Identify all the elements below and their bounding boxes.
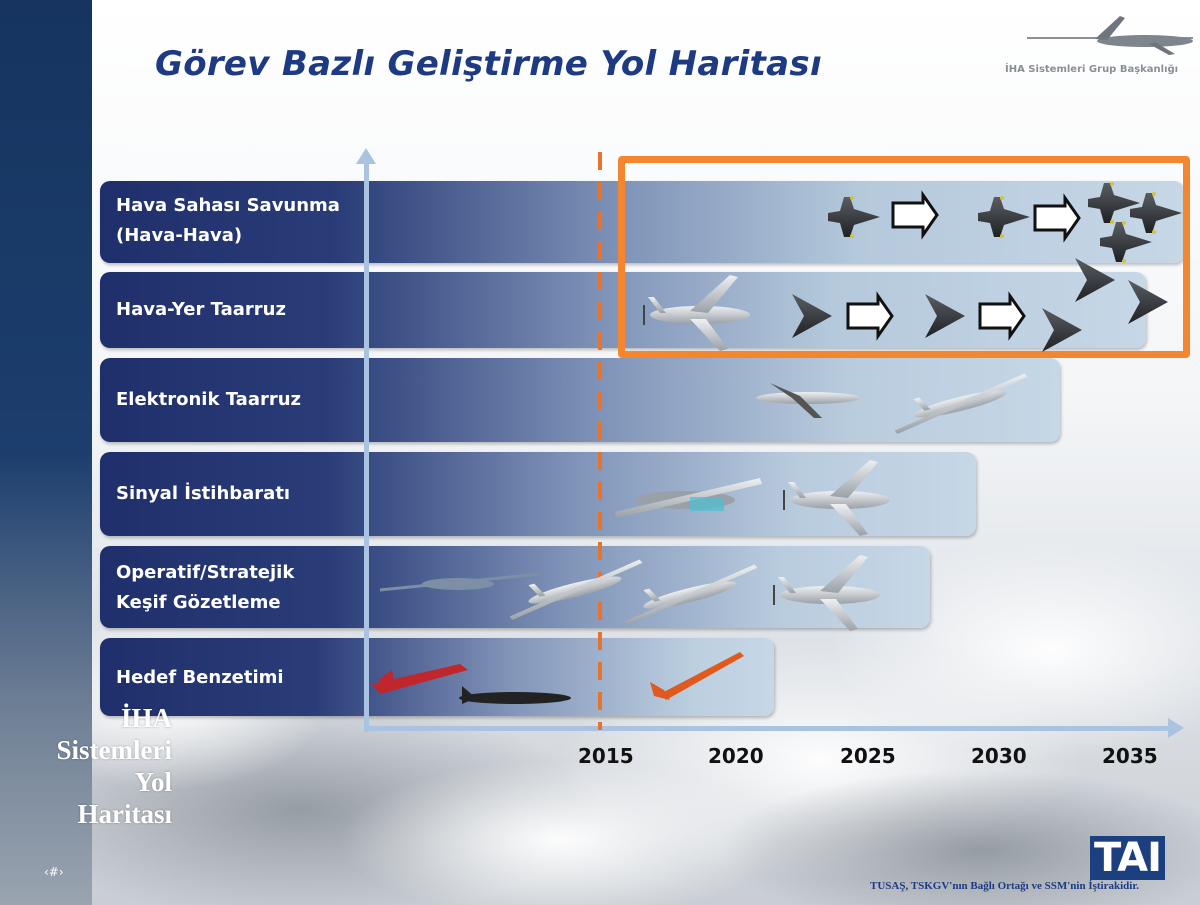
band-label: Hedef Benzetimi xyxy=(116,667,284,688)
year-label-2030: 2030 xyxy=(971,744,1027,768)
year-label-2025: 2025 xyxy=(840,744,896,768)
page-title: Görev Bazlı Geliştirme Yol Haritası xyxy=(155,44,822,84)
footer-text: TUSAŞ, TSKGV'nın Bağlı Ortağı ve SSM'nin İştirakidir. xyxy=(870,880,1139,892)
year-label-2020: 2020 xyxy=(708,744,764,768)
side-title-line: Haritası xyxy=(77,799,172,829)
band-label: Operatif/Stratejik xyxy=(116,562,295,583)
tai-logo: TAI xyxy=(1090,836,1165,880)
band-label-sub: (Hava-Hava) xyxy=(116,225,243,246)
band-label: Hava Sahası Savunma xyxy=(116,195,340,216)
year-label-2015: 2015 xyxy=(578,744,634,768)
band-label: Elektronik Taarruz xyxy=(116,389,302,410)
side-title-line: Sistemleri xyxy=(56,735,172,765)
band-label: Sinyal İstihbaratı xyxy=(116,483,291,504)
side-title xyxy=(10,702,172,830)
side-title-line: İHA xyxy=(120,703,172,733)
department-label: İHA Sistemleri Grup Başkanlığı xyxy=(1005,64,1179,75)
page-number: ‹#› xyxy=(44,865,64,879)
side-title-line: Yol xyxy=(134,767,172,797)
year-label-2035: 2035 xyxy=(1102,744,1158,768)
band-label-sub: Keşif Gözetleme xyxy=(116,592,281,613)
band-label: Hava-Yer Taarruz xyxy=(116,299,286,320)
